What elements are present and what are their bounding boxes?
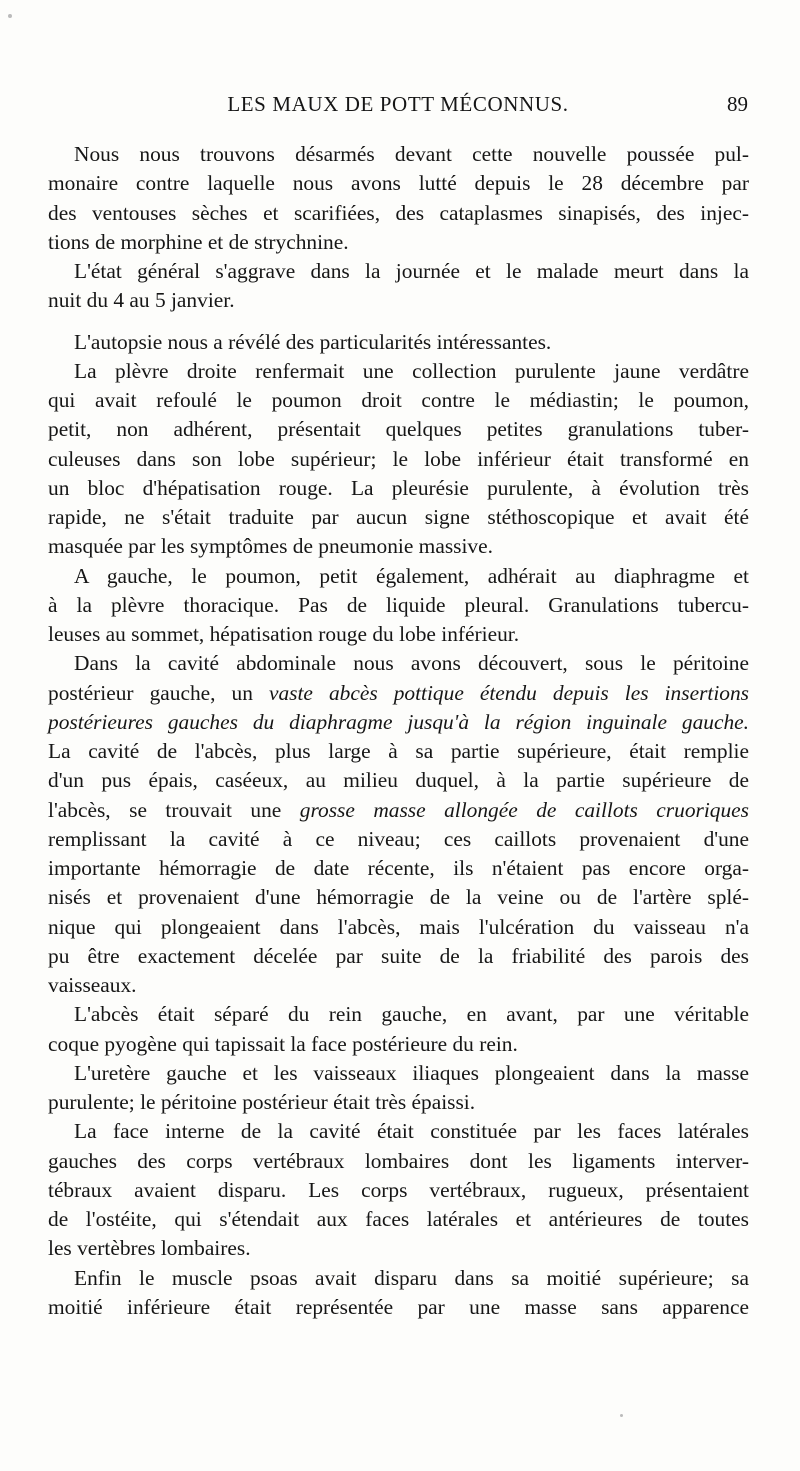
text-line: monaire contre laquelle nous avons lutté depuis le 28 décembre par — [48, 171, 749, 196]
paragraph — [48, 1264, 749, 1323]
text-line: de l'ostéite, qui s'étendait aux faces latérales et antérieures de toutes — [48, 1207, 749, 1231]
paragraph — [48, 1000, 749, 1059]
page-number: 89 — [727, 92, 748, 116]
italic-run: grosse masse allongée de caillots cruoriques — [299, 797, 749, 822]
text-line: petit, non adhérent, présentait quelques petites granulations tuber- — [48, 417, 749, 442]
text-line: L'autopsie nous a révélé des particularités intéressantes. — [74, 329, 552, 354]
text-line — [48, 679, 749, 708]
text-line: masquée par les symptômes de pneumonie massive. — [48, 534, 493, 559]
text-line: des ventouses sèches et scarifiées, des cataplasmes sinapisés, des injec- — [48, 200, 749, 225]
paragraph — [48, 140, 749, 257]
running-head — [48, 92, 748, 122]
text-line: A gauche, le poumon, petit également, adhérait au diaphragme et — [74, 563, 749, 588]
text-line: Nous nous trouvons désarmés devant cette nouvelle poussée pul- — [74, 142, 749, 166]
text-line: Enfin le muscle psoas avait disparu dans sa moitié supérieure; sa — [74, 1265, 749, 1290]
text-line: importante hémorragie de date récente, ils n'étaient pas encore orga- — [48, 856, 749, 880]
text-line: L'état général s'aggrave dans la journée et le malade meurt dans la — [74, 259, 749, 283]
body-text — [48, 140, 749, 1322]
text-line: La face interne de la cavité était constituée par les faces latérales — [74, 1119, 749, 1144]
text-line: La cavité de l'abcès, plus large à sa partie supérieure, était remplie — [48, 739, 749, 763]
paragraph — [48, 562, 749, 650]
running-title: LES MAUX DE POTT MÉCONNUS. — [227, 92, 569, 116]
paragraph — [48, 649, 749, 1000]
text-line: moitié inférieure était représentée par une masse sans apparence — [48, 1294, 749, 1319]
paragraph — [48, 1059, 749, 1118]
text-line: L'abcès était séparé du rein gauche, en avant, par une véritable — [74, 1002, 749, 1027]
text-line: culeuses dans son lobe supérieur; le lobe inférieur était transformé en — [48, 446, 749, 471]
text-line: les vertèbres lombaires. — [48, 1236, 251, 1261]
text-line: d'un pus épais, caséeux, au milieu duquel, à la partie supérieure de — [48, 768, 749, 793]
paragraph — [48, 257, 749, 316]
italic-run: vaste abcès pottique étendu depuis les insertions — [268, 680, 749, 705]
text-line: tions de morphine et de strychnine. — [48, 229, 349, 254]
text-line: tébraux avaient disparu. Les corps vertébraux, rugueux, présentaient — [48, 1177, 749, 1202]
text-line: coque pyogène qui tapissait la face postérieure du rein. — [48, 1031, 518, 1056]
text-line: gauches des corps vertébraux lombaires dont les ligaments interver- — [48, 1148, 749, 1173]
text-line: leuses au sommet, hépatisation rouge du lobe inférieur. — [48, 622, 520, 646]
text-line: pu être exactement décelée par suite de la friabilité des parois des — [48, 943, 749, 968]
paragraph — [48, 357, 749, 562]
text-line: vaisseaux. — [48, 973, 137, 997]
text-line: purulente; le péritoine postérieur était très épaissi. — [48, 1090, 476, 1114]
text-run: l'abcès, se trouvait une — [48, 797, 300, 822]
text-line: nuit du 4 au 5 janvier. — [48, 288, 235, 313]
italic-line: postérieures gauches du diaphragme jusqu'à la région inguinale gauche. — [48, 709, 749, 734]
scan-speck — [8, 14, 12, 18]
text-line: qui avait refoulé le poumon droit contre le médiastin; le poumon, — [48, 388, 749, 412]
text-line — [48, 796, 749, 825]
text-line: nique qui plongeaient dans l'abcès, mais l'ulcération du vaisseau n'a — [48, 914, 749, 939]
text-line: rapide, ne s'était traduite par aucun signe stéthoscopique et avait été — [48, 505, 749, 529]
text-line: L'uretère gauche et les vaisseaux iliaques plongeaient dans la masse — [74, 1060, 749, 1085]
text-line: Dans la cavité abdominale nous avons découvert, sous le péritoine — [74, 651, 749, 676]
text-line: nisés et provenaient d'une hémorragie de la veine ou de l'artère splé- — [48, 885, 749, 910]
paragraph — [48, 328, 749, 357]
text-line: La plèvre droite renfermait une collection purulente jaune verdâtre — [74, 358, 749, 383]
text-line: un bloc d'hépatisation rouge. La pleurésie purulente, à évolution très — [48, 475, 749, 500]
paragraph — [48, 1117, 749, 1263]
text-line: à la plèvre thoracique. Pas de liquide pleural. Granulations tubercu- — [48, 592, 749, 617]
text-line: remplissant la cavité à ce niveau; ces caillots provenaient d'une — [48, 826, 749, 851]
text-run: postérieur gauche, un — [48, 680, 269, 705]
scan-speck — [620, 1414, 623, 1417]
